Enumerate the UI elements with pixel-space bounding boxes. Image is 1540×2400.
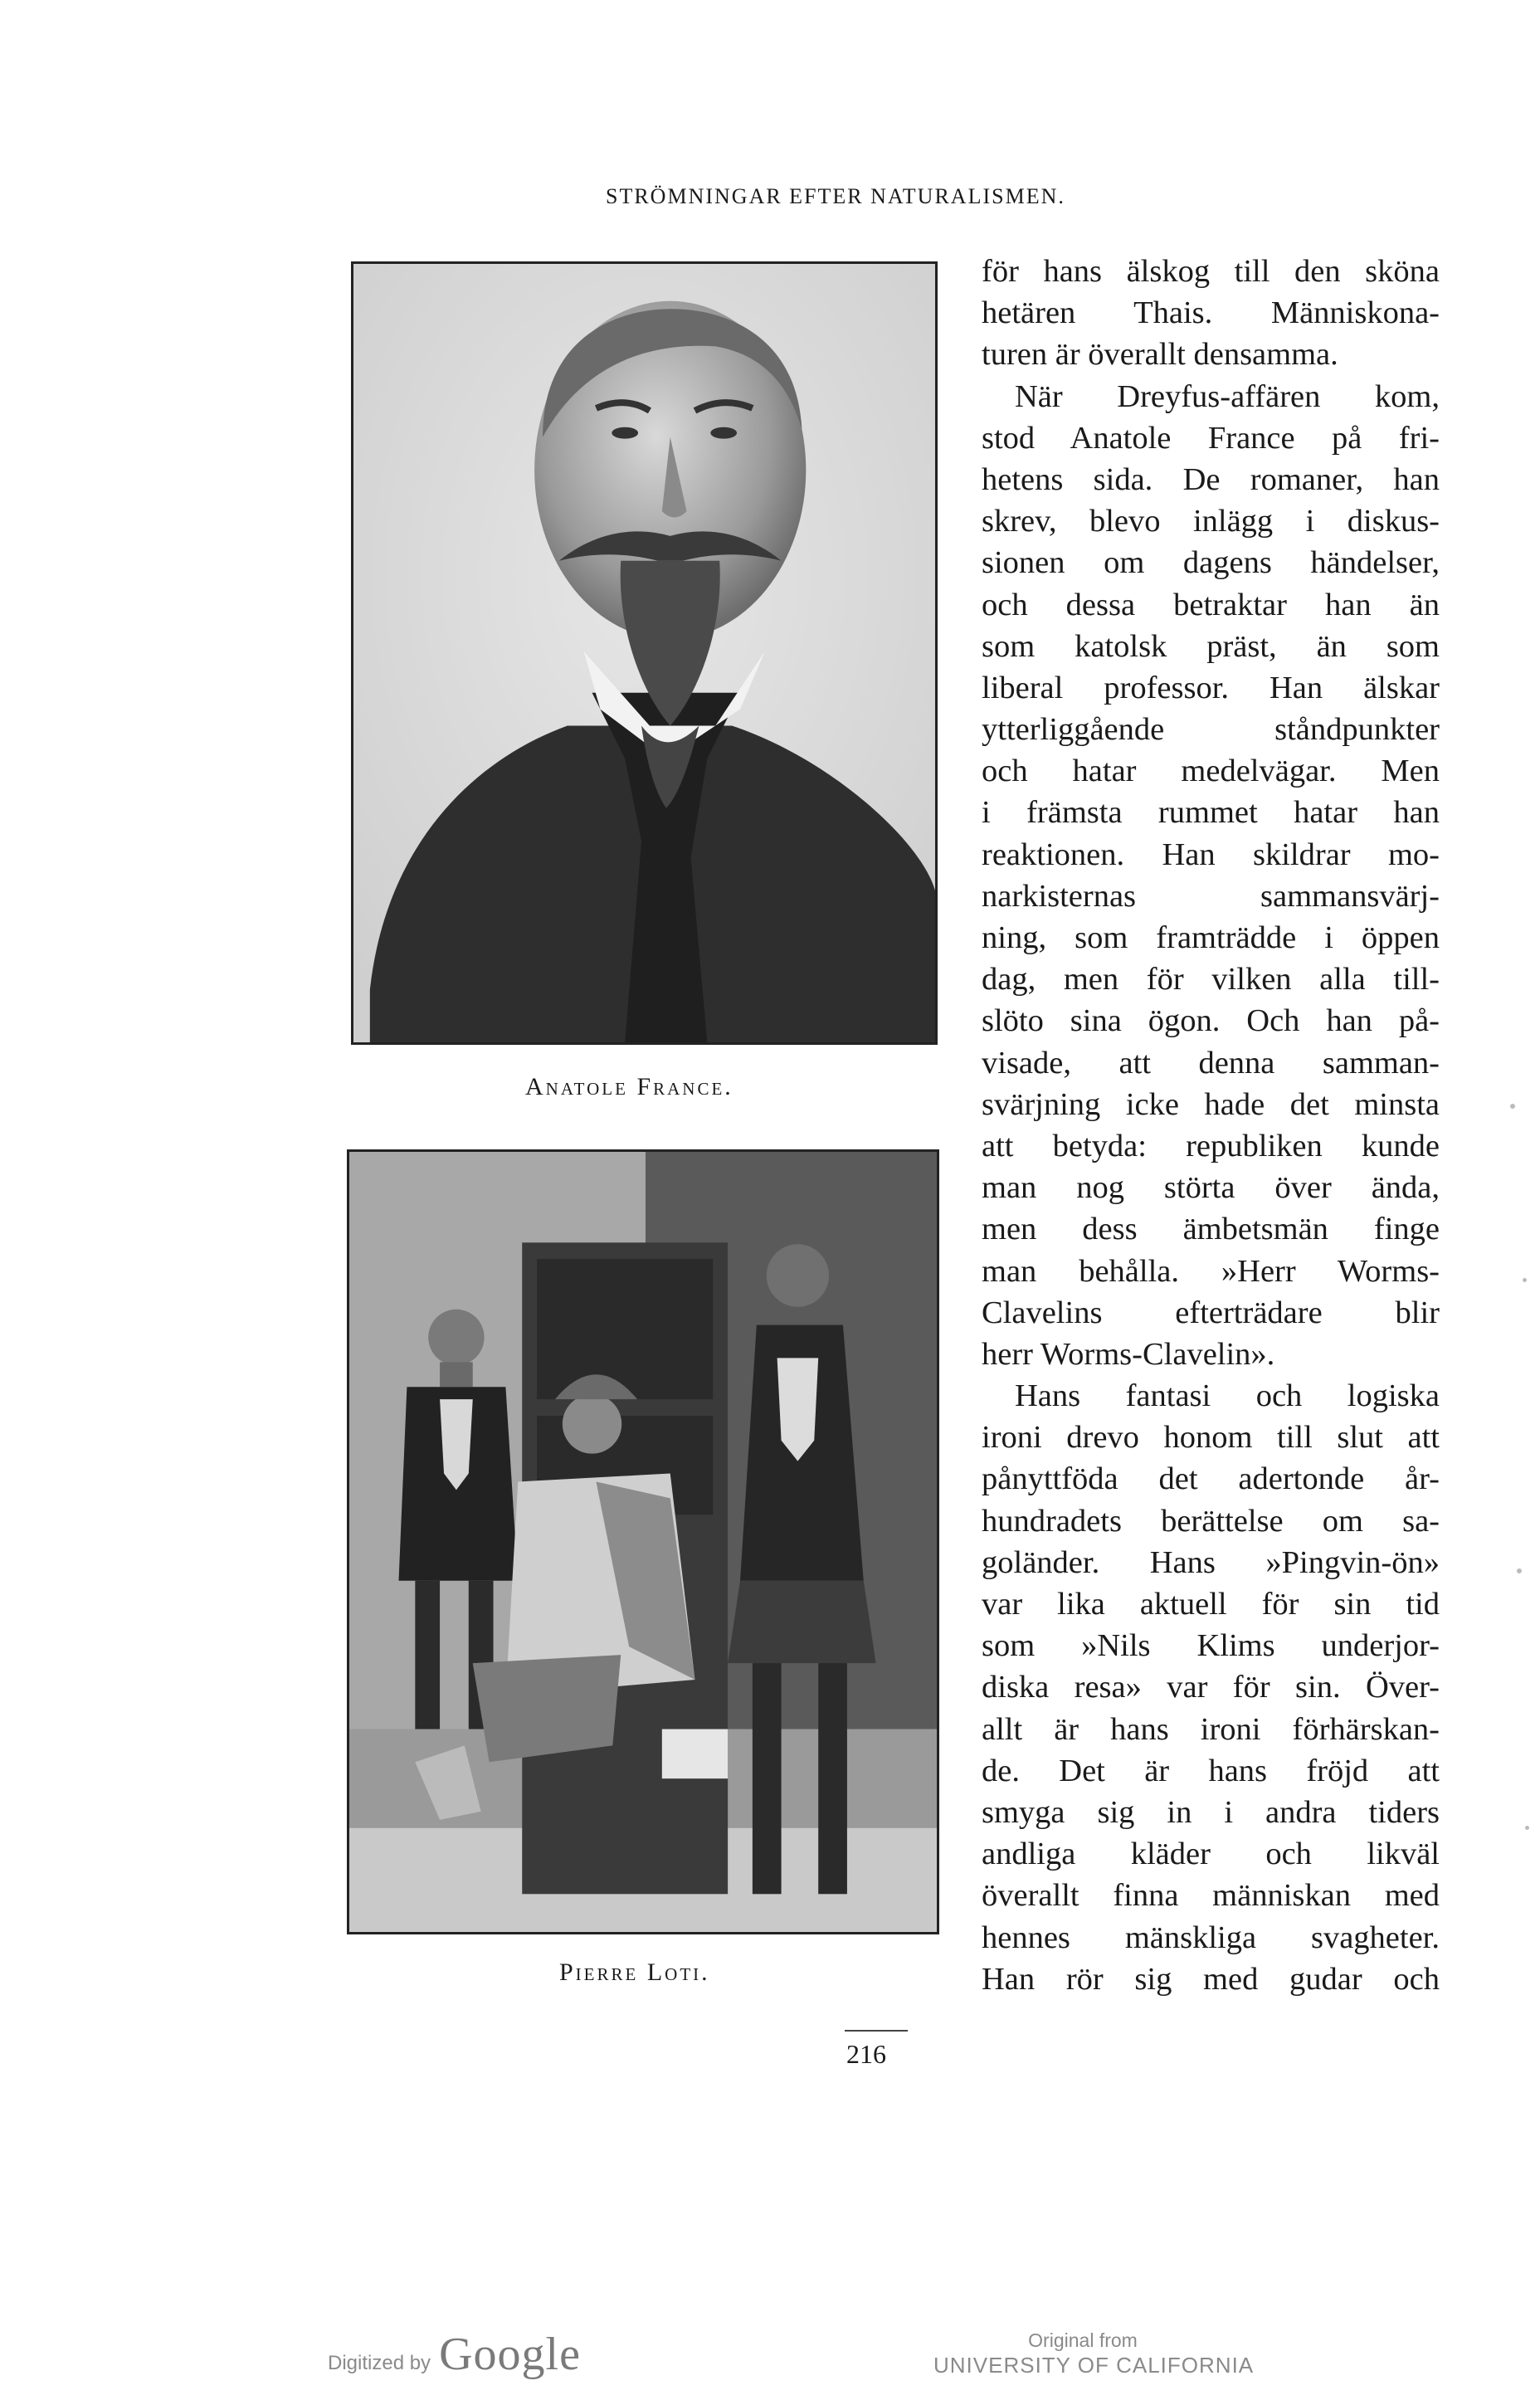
text-line: man nog störta över ända,: [982, 1170, 1440, 1206]
text-line: var lika aktuell för sin tid: [982, 1587, 1440, 1622]
text-line: När Dreyfus-affären kom,: [1015, 378, 1440, 414]
text-line: hetären Thais. Människona-: [982, 295, 1440, 331]
text-line: skrev, blevo inlägg i diskus-: [982, 504, 1440, 539]
text-line: de. Det är hans fröjd att: [982, 1753, 1440, 1788]
text-line: och hatar medelvägar. Men: [982, 754, 1440, 789]
original-from-label: Original from: [1028, 2329, 1138, 2351]
text-line: visade, att denna samman-: [982, 1045, 1440, 1080]
digitized-by-footer: [328, 2328, 581, 2381]
text-line: dag, men för vilken alla till-: [982, 962, 1440, 998]
text-line: att betyda: republiken kunde: [982, 1128, 1440, 1163]
text-line: i främsta rummet hatar han: [982, 795, 1440, 831]
scan-speck: [1510, 1104, 1515, 1109]
text-line: smyga sig in i andra tiders: [982, 1794, 1440, 1830]
text-line: ironi drevo honom till slut att: [982, 1420, 1440, 1456]
digitized-by-label: Digitized by: [328, 2352, 431, 2374]
text-line: ning, som framträdde i öppen: [982, 920, 1440, 955]
group-caption: Pierre Loti.: [559, 1959, 710, 1986]
page-number: 216: [846, 2039, 886, 2069]
text-line: pånyttföda det adertonde år-: [982, 1461, 1440, 1497]
portrait-photo: [351, 261, 938, 1045]
text-line: man behålla. »Herr Worms-: [982, 1253, 1440, 1289]
page-number-rule: [845, 2030, 908, 2032]
text-line: för hans älskog till den sköna: [982, 254, 1440, 289]
text-line: ytterliggående ståndpunkter: [982, 712, 1440, 748]
text-line: som »Nils Klims underjor-: [982, 1628, 1440, 1664]
institution-label: UNIVERSITY OF CALIFORNIA: [933, 2353, 1255, 2378]
text-line: diska resa» var för sin. Över-: [982, 1670, 1440, 1705]
text-line: sionen om dagens händelser,: [982, 545, 1440, 581]
running-head: STRÖMNINGAR EFTER NATURALISMEN.: [606, 184, 1065, 208]
text-line: men dess ämbetsmän finge: [982, 1212, 1440, 1247]
text-line: svärjning icke hade det minsta: [982, 1086, 1440, 1122]
text-line: hennes mänskliga svagheter.: [982, 1920, 1440, 1955]
text-line: reaktionen. Han skildrar mo-: [982, 837, 1440, 872]
text-line: stod Anatole France på fri-: [982, 420, 1440, 456]
scan-speck: [1525, 1826, 1529, 1830]
text-line: som katolsk präst, än som: [982, 628, 1440, 664]
portrait-caption: Anatole France.: [525, 1073, 733, 1100]
text-line: allt är hans ironi förhärskan-: [982, 1711, 1440, 1747]
text-line: och dessa betraktar han än: [982, 587, 1440, 622]
text-line: andliga kläder och likväl: [982, 1837, 1440, 1872]
text-line: narkisternas sammansvärj-: [982, 878, 1440, 914]
text-line: Clavelins efterträdare blir: [982, 1295, 1440, 1330]
text-line: överallt finna människan med: [982, 1878, 1440, 1914]
body-text: [982, 251, 1440, 2000]
scan-speck: [1523, 1278, 1527, 1282]
text-line: goländer. Hans »Pingvin-ön»: [982, 1544, 1440, 1580]
text-line: herr Worms-Clavelin».: [982, 1336, 1275, 1372]
portrait-illustration: [353, 264, 935, 1042]
scan-speck: [1517, 1568, 1522, 1573]
text-line: slöto sina ögon. Och han på-: [982, 1003, 1440, 1039]
group-illustration: [349, 1152, 937, 1932]
text-line: hetens sida. De romaner, han: [982, 461, 1440, 497]
text-line: Han rör sig med gudar och: [982, 1961, 1440, 1997]
text-line: Hans fantasi och logiska: [1015, 1378, 1440, 1414]
text-line: liberal professor. Han älskar: [982, 670, 1440, 705]
group-photo: [347, 1149, 939, 1934]
google-logo: Google: [439, 2329, 581, 2380]
text-line: hundradets berättelse om sa-: [982, 1503, 1440, 1539]
text-line: turen är överallt densamma.: [982, 337, 1338, 373]
original-from-footer: [933, 2328, 1255, 2378]
